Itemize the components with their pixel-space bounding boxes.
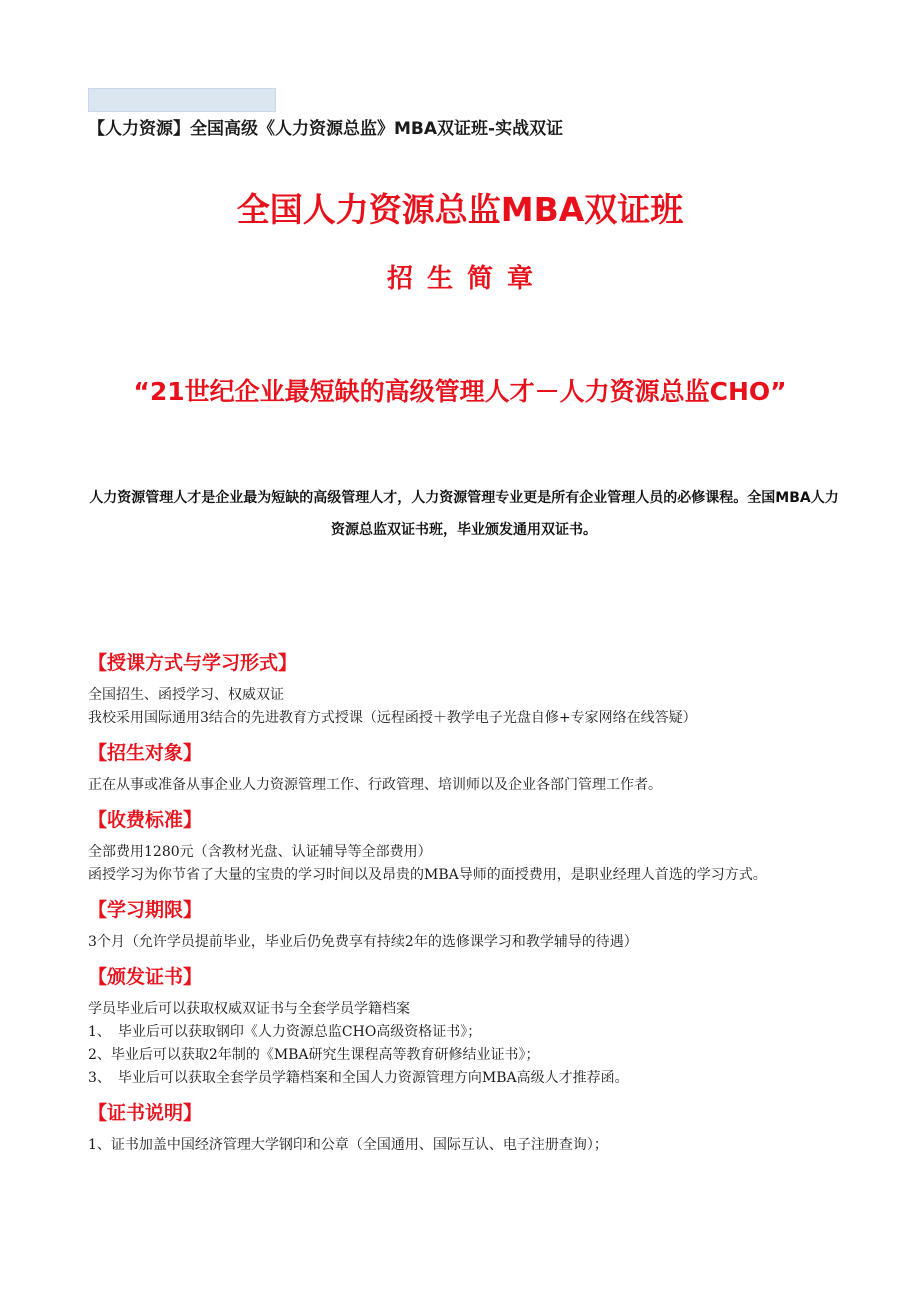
paragraph: 函授学习为你节省了大量的宝贵的学习时间以及昂贵的MBA导师的面授费用，是职业经理人首选的学习方式。 bbox=[88, 867, 767, 883]
paragraph: 我校采用国际通用3结合的先进教育方式授课（远程函授＋教学电子光盘自修+专家网络在线答疑） bbox=[88, 710, 697, 726]
section-heading: 【颁发证书】 bbox=[88, 966, 203, 988]
intro-paragraph: 人力资源管理人才是企业最为短缺的高级管理人才，人力资源管理专业更是所有企业管理人员的必修课程。全国MBA人力资源总监双证书班，毕业颁发通用双证书。 bbox=[89, 490, 839, 538]
section-heading: 【招生对象】 bbox=[88, 742, 203, 764]
section-heading: 【授课方式与学习形式】 bbox=[88, 652, 298, 674]
list-item: 1、 毕业后可以获取钢印《人力资源总监CHO高级资格证书》； bbox=[88, 1024, 482, 1040]
main-title: 全国人力资源总监MBA双证班 bbox=[236, 190, 684, 229]
paragraph: 全国招生、函授学习、权威双证 bbox=[88, 687, 284, 703]
section-fees bbox=[88, 803, 840, 887]
section-duration bbox=[88, 893, 840, 954]
paragraph: 正在从事或准备从事企业人力资源管理工作、行政管理、培训师以及企业各部门管理工作者。 bbox=[88, 777, 662, 793]
paragraph: 3个月（允许学员提前毕业，毕业后仍免费享有持续2年的选修课学习和教学辅导的待遇） bbox=[88, 934, 638, 950]
section-certificates bbox=[88, 960, 840, 1090]
section-heading: 【学习期限】 bbox=[88, 899, 203, 921]
section-cert-notes bbox=[88, 1096, 840, 1157]
list-item: 3、 毕业后可以获取全套学员学籍档案和全国人力资源管理方向MBA高级人才推荐函。 bbox=[88, 1070, 629, 1086]
document-header-line: 【人力资源】全国高级《人力资源总监》MBA双证班-实战双证 bbox=[88, 119, 564, 139]
section-target bbox=[88, 736, 840, 797]
section-heading: 【证书说明】 bbox=[88, 1102, 203, 1124]
list-item: 2、毕业后可以获取2年制的《MBA研究生课程高等教育研修结业证书》； bbox=[88, 1047, 540, 1063]
list-item: 1、证书加盖中国经济管理大学钢印和公章（全国通用、国际互认、电子注册查询）； bbox=[88, 1137, 608, 1153]
document-body bbox=[88, 646, 840, 1157]
section-teaching bbox=[88, 646, 840, 730]
paragraph: 全部费用1280元（含教材光盘、认证辅导等全部费用） bbox=[88, 844, 432, 860]
section-heading: 【收费标准】 bbox=[88, 809, 203, 831]
subtitle: 招生简章 bbox=[386, 264, 547, 294]
header-image-placeholder bbox=[88, 88, 276, 112]
paragraph: 学员毕业后可以获取权威双证书与全套学员学籍档案 bbox=[88, 1001, 410, 1017]
slogan: “21世纪企业最短缺的高级管理人才－人力资源总监CHO” bbox=[133, 377, 787, 406]
